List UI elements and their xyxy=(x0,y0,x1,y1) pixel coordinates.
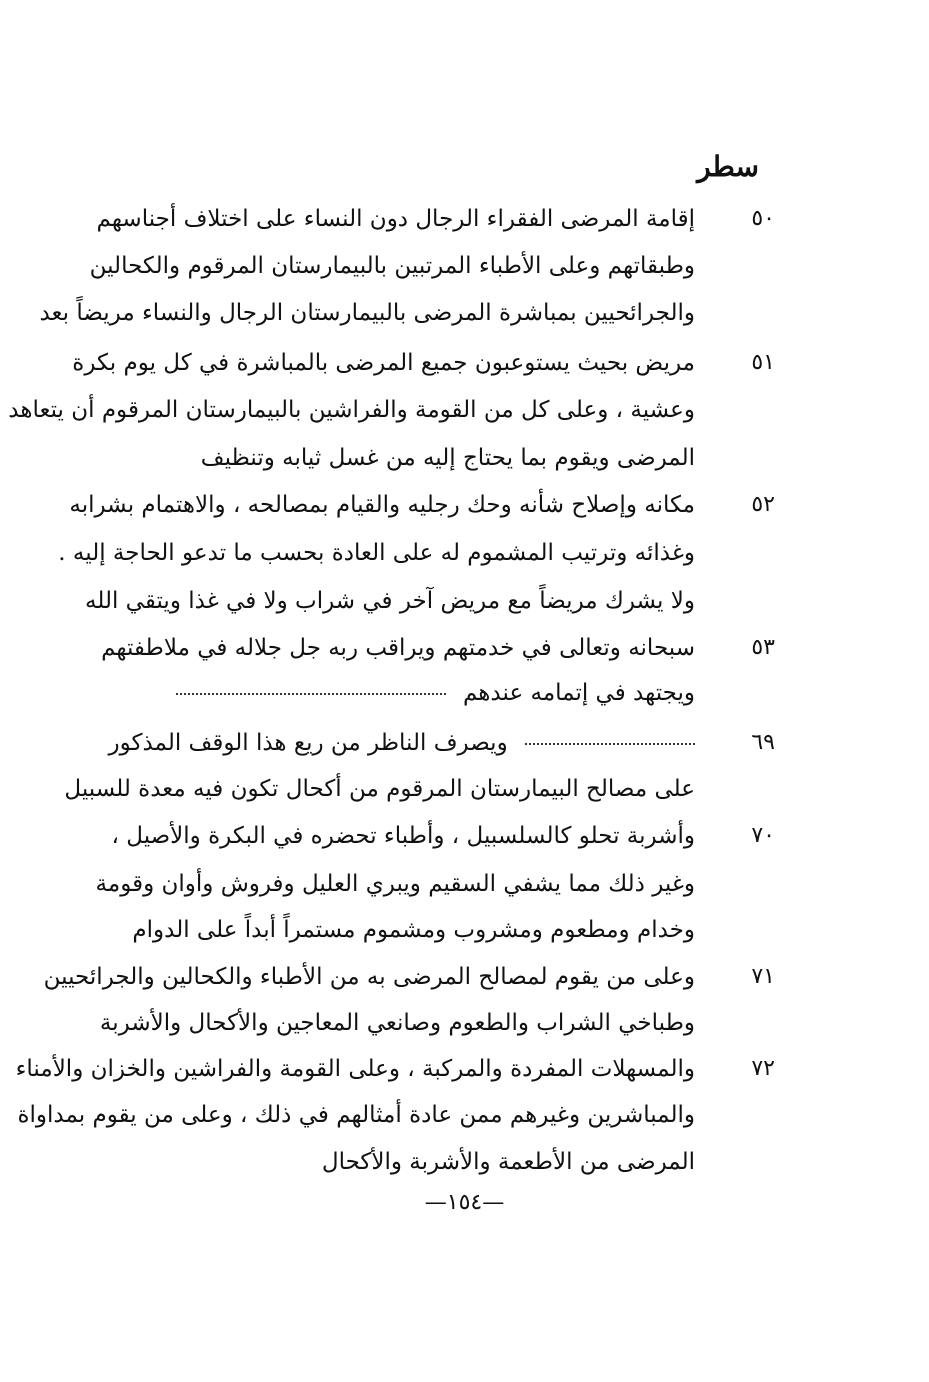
line-number xyxy=(715,907,775,953)
line-number: ٥٠ xyxy=(751,206,775,231)
text-line xyxy=(108,720,695,766)
line-number xyxy=(715,530,775,576)
line-number xyxy=(715,1139,775,1185)
text-line-content: ويجتهد في إتمامه عندهم xyxy=(463,680,695,706)
page-number: —١٥٤— xyxy=(424,1190,505,1215)
line-number: ٧١ xyxy=(751,964,775,989)
text-line: وخدام ومطعوم ومشروب ومشموم مستمراً أبداً على الدوام xyxy=(132,917,695,943)
line-number: ٥٣ xyxy=(751,635,775,660)
text-line: وطباخي الشراب والطعوم وصانعي المعاجين والأكحال والأشربة xyxy=(99,1010,695,1036)
column-header: سطر xyxy=(697,150,759,183)
line-number xyxy=(715,387,775,433)
text-line: وعلى من يقوم لمصالح المرضى به من الأطباء والكحالين والجرائحيين xyxy=(43,964,695,990)
text-line: على مصالح البيمارستان المرقوم من أكحال تكون فيه معدة للسبيل xyxy=(64,776,695,802)
text-line: والمسهلات المفردة والمركبة ، وعلى القومة والفراشين والخزان والأمناء xyxy=(15,1056,695,1082)
line-number: ٥٢ xyxy=(751,492,775,517)
line-number xyxy=(715,243,775,289)
text-line: ولا يشرك مريضاً مع مريض آخر في شراب ولا في غذا ويتقي الله xyxy=(85,588,695,614)
text-line: وغذائه وترتيب المشموم له على العادة بحسب ما تدعو الحاجة إليه . xyxy=(58,540,695,566)
line-number xyxy=(715,766,775,812)
line-number xyxy=(715,1000,775,1046)
text-line: سبحانه وتعالى في خدمتهم ويراقب ربه جل جلاله في ملاطفتهم xyxy=(101,635,695,661)
line-number xyxy=(715,861,775,907)
text-line xyxy=(150,670,695,716)
text-line: المرضى ويقوم بما يحتاج إليه من غسل ثيابه وتنظيف xyxy=(200,445,695,471)
line-number xyxy=(715,1092,775,1138)
line-number: ٥١ xyxy=(751,350,775,375)
line-number xyxy=(715,578,775,624)
text-line: وغير ذلك مما يشفي السقيم ويبري العليل وفروش وأوان وقومة xyxy=(95,871,695,897)
text-line: مكانه وإصلاح شأنه وحك رجليه والقيام بمصالحه ، والاهتمام بشرابه xyxy=(69,492,695,518)
ellipsis-dots xyxy=(525,743,695,745)
text-line: مريض بحيث يستوعبون جميع المرضى بالمباشرة في كل يوم بكرة xyxy=(72,350,695,376)
text-line: والمباشرين وغيرهم ممن عادة أمثالهم في ذلك ، وعلى من يقوم بمداواة xyxy=(17,1102,695,1128)
line-number xyxy=(715,435,775,481)
text-line: وعشية ، وعلى كل من القومة والفراشين بالبيمارستان المرقوم أن يتعاهد xyxy=(8,397,695,423)
line-number: ٦٩ xyxy=(751,730,775,755)
text-line: والجرائحيين بمباشرة المرضى بالبيمارستان الرجال والنساء مريضاً بعد xyxy=(39,300,695,326)
text-line: وطبقاتهم وعلى الأطباء المرتبين بالبيمارستان المرقوم والكحالين xyxy=(89,253,695,279)
text-line-content: ويصرف الناظر من ريع هذا الوقف المذكور xyxy=(108,730,508,756)
line-number xyxy=(715,670,775,716)
text-line: وأشربة تحلو كالسلسبيل ، وأطباء تحضره في البكرة والأصيل ، xyxy=(111,823,695,849)
text-line: إقامة المرضى الفقراء الرجال دون النساء على اختلاف أجناسهم xyxy=(96,206,695,232)
line-number: ٧٠ xyxy=(751,823,775,848)
line-number xyxy=(715,290,775,336)
text-line: المرضى من الأطعمة والأشربة والأكحال xyxy=(321,1149,695,1175)
ellipsis-dots xyxy=(176,693,446,695)
line-number: ٧٢ xyxy=(751,1056,775,1081)
